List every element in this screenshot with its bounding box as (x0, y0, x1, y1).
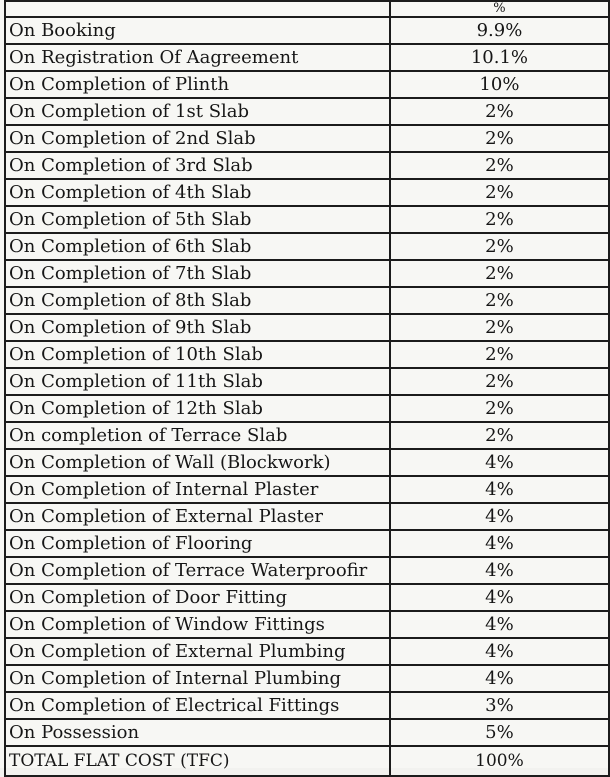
stage-cell: On Completion of Flooring (5, 530, 390, 557)
table-row (5, 719, 609, 746)
percent-cell: 4% (390, 449, 609, 476)
percent-cell: 4% (390, 530, 609, 557)
stage-cell: On Completion of 12th Slab (5, 395, 390, 422)
stage-cell: On Completion of Wall (Blockwork) (5, 449, 390, 476)
table-row (5, 206, 609, 233)
percent-cell: 2% (390, 422, 609, 449)
stage-cell: On Booking (5, 17, 390, 44)
table-row (5, 611, 609, 638)
table-row (5, 368, 609, 395)
percent-cell: 2% (390, 368, 609, 395)
table-row (5, 17, 609, 44)
table-header-row (5, 1, 609, 17)
percent-cell: 4% (390, 611, 609, 638)
percent-cell: 4% (390, 665, 609, 692)
table-row (5, 530, 609, 557)
total-label-cell: TOTAL FLAT COST (TFC) (5, 746, 390, 776)
payment-schedule-table (4, 0, 610, 777)
payment-schedule-body (5, 1, 609, 776)
percent-cell: 2% (390, 341, 609, 368)
percent-cell: 5% (390, 719, 609, 746)
table-row (5, 557, 609, 584)
percent-cell: 2% (390, 287, 609, 314)
stage-cell: On Completion of 6th Slab (5, 233, 390, 260)
stage-cell: On Completion of 1st Slab (5, 98, 390, 125)
table-row (5, 341, 609, 368)
table-row (5, 476, 609, 503)
stage-cell: On Completion of External Plaster (5, 503, 390, 530)
table-row (5, 98, 609, 125)
percent-cell: 4% (390, 638, 609, 665)
table-row (5, 584, 609, 611)
stage-cell: On Completion of 9th Slab (5, 314, 390, 341)
stage-cell: On Completion of 4th Slab (5, 179, 390, 206)
stage-cell: On Completion of Window Fittings (5, 611, 390, 638)
table-row (5, 179, 609, 206)
table-row (5, 152, 609, 179)
table-row (5, 314, 609, 341)
stage-cell: On Completion of 8th Slab (5, 287, 390, 314)
percent-cell: 4% (390, 584, 609, 611)
percent-cell: 4% (390, 557, 609, 584)
percent-cell: 4% (390, 503, 609, 530)
stage-cell: On Completion of 11th Slab (5, 368, 390, 395)
percent-cell: 9.9% (390, 17, 609, 44)
table-row (5, 665, 609, 692)
stage-cell: On Completion of External Plumbing (5, 638, 390, 665)
stage-cell: On Completion of 5th Slab (5, 206, 390, 233)
table-row (5, 44, 609, 71)
percent-cell: 2% (390, 233, 609, 260)
table-row (5, 395, 609, 422)
percent-cell: 3% (390, 692, 609, 719)
percent-cell: 2% (390, 179, 609, 206)
stage-cell: On Completion of Terrace Waterproofir (5, 557, 390, 584)
total-percent-cell: 100% (390, 746, 609, 776)
stage-cell: On Registration Of Aagreement (5, 44, 390, 71)
table-row (5, 71, 609, 98)
stage-cell: On Completion of Internal Plaster (5, 476, 390, 503)
percent-cell: 2% (390, 314, 609, 341)
stage-cell: On Completion of 7th Slab (5, 260, 390, 287)
stage-cell: On Completion of Internal Plumbing (5, 665, 390, 692)
stage-cell: On Completion of 2nd Slab (5, 125, 390, 152)
percent-cell: 10% (390, 71, 609, 98)
table-row (5, 287, 609, 314)
stage-cell: On Completion of Plinth (5, 71, 390, 98)
stage-cell: On Completion of 3rd Slab (5, 152, 390, 179)
table-row (5, 422, 609, 449)
header-stage-cell (5, 1, 390, 17)
table-row (5, 125, 609, 152)
header-percent-cell: % (390, 1, 609, 17)
total-row (5, 746, 609, 776)
percent-cell: 2% (390, 98, 609, 125)
table-row (5, 503, 609, 530)
percent-cell: 4% (390, 476, 609, 503)
percent-cell: 2% (390, 206, 609, 233)
stage-cell: On completion of Terrace Slab (5, 422, 390, 449)
percent-cell: 10.1% (390, 44, 609, 71)
stage-cell: On Possession (5, 719, 390, 746)
table-row (5, 260, 609, 287)
percent-cell: 2% (390, 152, 609, 179)
stage-cell: On Completion of 10th Slab (5, 341, 390, 368)
percent-cell: 2% (390, 125, 609, 152)
table-row (5, 233, 609, 260)
table-row (5, 449, 609, 476)
stage-cell: On Completion of Electrical Fittings (5, 692, 390, 719)
percent-cell: 2% (390, 260, 609, 287)
stage-cell: On Completion of Door Fitting (5, 584, 390, 611)
table-row (5, 638, 609, 665)
table-row (5, 692, 609, 719)
percent-cell: 2% (390, 395, 609, 422)
